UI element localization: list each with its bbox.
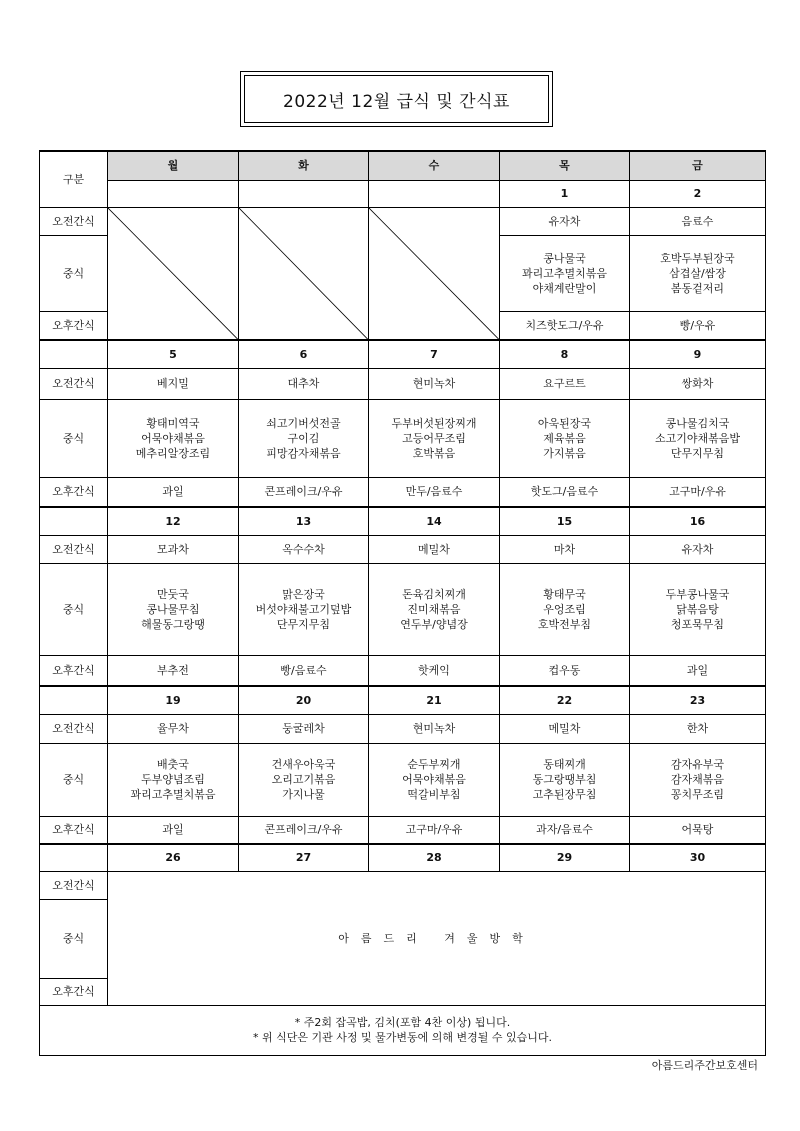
afternoon-snack: 과일 xyxy=(108,816,239,844)
day-header: 화 xyxy=(239,151,369,180)
date-cell: 26 xyxy=(108,844,239,871)
lunch-cell xyxy=(630,563,766,655)
date-cell xyxy=(369,180,500,207)
meal-dish: 아욱된장국 xyxy=(537,416,592,430)
afternoon-snack: 고구마/우유 xyxy=(369,816,500,844)
meal-dish: 호박전부침 xyxy=(537,617,592,631)
date-cell: 20 xyxy=(239,686,369,714)
meal-dish: 황태무국 xyxy=(543,587,586,601)
morning-snack: 쌍화차 xyxy=(630,368,766,399)
meal-dish: 고등어무조림 xyxy=(402,431,466,445)
meal-dish: 건새우아욱국 xyxy=(271,758,336,771)
date-cell xyxy=(239,180,369,207)
morning-snack: 옥수수차 xyxy=(239,535,369,563)
meal-dish: 두부버섯된장찌개 xyxy=(391,416,477,430)
row-label-lunch: 중식 xyxy=(40,743,108,816)
date-cell: 12 xyxy=(108,507,239,535)
diagonal-strike xyxy=(108,208,238,340)
meal-dish: 제육볶음 xyxy=(543,431,586,445)
page-title: 2022년 12월 급식 및 간식표 xyxy=(244,75,549,123)
meal-dish: 우엉조림 xyxy=(543,602,586,616)
meal-dish: 소고기야채볶음밥 xyxy=(654,431,740,445)
meal-dish: 삼겹살/쌈장 xyxy=(669,266,726,280)
meal-dish: 순두부찌개 xyxy=(407,758,461,771)
meal-dish: 만둣국 xyxy=(157,587,189,601)
row-label-afternoon: 오후간식 xyxy=(40,816,108,844)
date-cell: 5 xyxy=(108,340,239,368)
lunch-cell xyxy=(630,743,766,816)
meal-dish: 버섯야채불고기덮밥 xyxy=(255,602,352,616)
diagonal-strike xyxy=(369,208,499,340)
date-cell: 7 xyxy=(369,340,500,368)
row-label-afternoon: 오후간식 xyxy=(40,978,108,1005)
date-cell: 23 xyxy=(630,686,766,714)
afternoon-snack: 만두/음료수 xyxy=(369,477,500,507)
meal-dish: 야채계란말이 xyxy=(532,281,597,295)
meal-dish: 쇠고기버섯전골 xyxy=(266,416,341,430)
meal-dish: 콩나물김치국 xyxy=(665,416,730,430)
empty-day-cell xyxy=(369,207,500,340)
meal-dish: 황태미역국 xyxy=(146,416,200,430)
meal-dish: 동태찌개 xyxy=(543,758,586,771)
afternoon-snack: 치즈핫도그/우유 xyxy=(500,311,630,340)
date-cell: 6 xyxy=(239,340,369,368)
row-label-morning: 오전간식 xyxy=(40,368,108,399)
row-label-morning: 오전간식 xyxy=(40,871,108,899)
date-cell: 29 xyxy=(500,844,630,871)
lunch-cell xyxy=(369,399,500,477)
meal-dish: 감자유부국 xyxy=(670,758,725,771)
organization-name: 아름드리주간보호센터 xyxy=(651,1059,758,1072)
lunch-cell xyxy=(500,235,630,311)
date-cell: 2 xyxy=(630,180,766,207)
lunch-cell xyxy=(369,743,500,816)
date-cell: 16 xyxy=(630,507,766,535)
meal-dish: 가지나물 xyxy=(282,788,325,801)
morning-snack: 대추차 xyxy=(239,368,369,399)
morning-snack: 현미녹차 xyxy=(369,368,500,399)
afternoon-snack: 콘프레이크/우유 xyxy=(239,816,369,844)
notes xyxy=(40,1005,766,1055)
row-label-lunch: 중식 xyxy=(40,563,108,655)
lunch-cell xyxy=(369,563,500,655)
row-label-morning: 오전간식 xyxy=(40,535,108,563)
meal-dish: 떡갈비부침 xyxy=(407,788,461,801)
date-cell: 14 xyxy=(369,507,500,535)
meal-dish: 호박볶음 xyxy=(412,446,456,460)
day-header: 수 xyxy=(369,151,500,180)
afternoon-snack: 핫케익 xyxy=(369,655,500,686)
morning-snack: 메밀차 xyxy=(369,535,500,563)
meal-dish: 호박두부된장국 xyxy=(660,251,735,265)
meal-dish: 진미채볶음 xyxy=(407,602,461,616)
row-label-morning: 오전간식 xyxy=(40,714,108,743)
afternoon-snack: 어묵탕 xyxy=(630,816,766,844)
meal-dish: 두부양념조림 xyxy=(141,773,205,786)
meal-dish: 꽁치무조림 xyxy=(670,788,725,801)
row-label-lunch: 중식 xyxy=(40,399,108,477)
afternoon-snack: 과일 xyxy=(630,655,766,686)
day-header: 목 xyxy=(500,151,630,180)
meal-dish: 단무지무침 xyxy=(276,617,331,631)
afternoon-snack: 부추전 xyxy=(108,655,239,686)
title-box xyxy=(240,71,553,127)
meal-dish: 콩나물무침 xyxy=(146,602,200,616)
meal-dish: 두부콩나물국 xyxy=(665,587,730,601)
date-cell: 22 xyxy=(500,686,630,714)
date-cell: 19 xyxy=(108,686,239,714)
afternoon-snack: 컵우동 xyxy=(500,655,630,686)
date-cell: 30 xyxy=(630,844,766,871)
lunch-cell xyxy=(500,563,630,655)
date-cell xyxy=(108,180,239,207)
lunch-cell xyxy=(500,399,630,477)
day-header: 월 xyxy=(108,151,239,180)
vacation-notice: 아름드리 겨울방학 xyxy=(108,871,766,1005)
note-line: * 주2회 잡곡밥, 김치(포함 4찬 이상) 됩니다. xyxy=(294,1016,511,1029)
meal-dish: 꽈리고추멸치볶음 xyxy=(130,788,216,801)
afternoon-snack: 고구마/우유 xyxy=(630,477,766,507)
lunch-cell xyxy=(239,743,369,816)
meal-dish: 배춧국 xyxy=(157,758,189,771)
date-cell: 13 xyxy=(239,507,369,535)
morning-snack: 메밀차 xyxy=(500,714,630,743)
meal-dish: 고추된장무침 xyxy=(532,788,597,801)
date-cell: 27 xyxy=(239,844,369,871)
afternoon-snack: 빵/음료수 xyxy=(239,655,369,686)
lunch-cell xyxy=(239,399,369,477)
meal-dish: 구이김 xyxy=(287,431,320,445)
afternoon-snack: 과일 xyxy=(108,477,239,507)
date-cell: 28 xyxy=(369,844,500,871)
meal-dish: 오리고기볶음 xyxy=(271,773,336,786)
morning-snack: 유자차 xyxy=(630,535,766,563)
meal-dish: 돈육김치찌개 xyxy=(402,587,466,601)
meal-dish: 콩나물국 xyxy=(543,251,586,265)
lunch-cell xyxy=(108,399,239,477)
meal-dish: 피망감자채볶음 xyxy=(266,446,341,460)
meal-dish: 동그랑땡부침 xyxy=(532,773,597,786)
row-label-lunch: 중식 xyxy=(40,235,108,311)
morning-snack: 모과차 xyxy=(108,535,239,563)
date-cell: 15 xyxy=(500,507,630,535)
afternoon-snack: 빵/우유 xyxy=(630,311,766,340)
blank-cell xyxy=(40,844,108,871)
meal-dish: 해물동그랑땡 xyxy=(141,617,205,631)
blank-cell xyxy=(40,340,108,368)
row-label-morning: 오전간식 xyxy=(40,207,108,235)
morning-snack: 마차 xyxy=(500,535,630,563)
morning-snack: 베지밀 xyxy=(108,368,239,399)
lunch-cell xyxy=(500,743,630,816)
morning-snack: 현미녹차 xyxy=(369,714,500,743)
date-cell: 9 xyxy=(630,340,766,368)
blank-cell xyxy=(40,686,108,714)
empty-day-cell xyxy=(239,207,369,340)
row-label-afternoon: 오후간식 xyxy=(40,311,108,340)
empty-day-cell xyxy=(108,207,239,340)
note-line: * 위 식단은 기관 사정 및 물가변동에 의해 변경될 수 있습니다. xyxy=(253,1031,552,1044)
lunch-cell xyxy=(239,563,369,655)
date-cell: 8 xyxy=(500,340,630,368)
morning-snack: 율무차 xyxy=(108,714,239,743)
date-cell: 21 xyxy=(369,686,500,714)
meal-dish: 가지볶음 xyxy=(543,446,586,460)
meal-dish: 닭볶음탕 xyxy=(676,602,719,616)
row-label-afternoon: 오후간식 xyxy=(40,655,108,686)
lunch-cell xyxy=(108,743,239,816)
meal-dish: 어묵야채볶음 xyxy=(141,431,205,445)
meal-dish: 단무지무침 xyxy=(670,446,725,460)
meal-dish: 연두부/양념장 xyxy=(400,617,468,631)
afternoon-snack: 콘프레이크/우유 xyxy=(239,477,369,507)
meal-dish: 꽈리고추멸치볶음 xyxy=(521,266,607,280)
lunch-cell xyxy=(630,399,766,477)
morning-snack: 요구르트 xyxy=(500,368,630,399)
afternoon-snack: 핫도그/음료수 xyxy=(500,477,630,507)
row-label-afternoon: 오후간식 xyxy=(40,477,108,507)
morning-snack: 한차 xyxy=(630,714,766,743)
day-header: 금 xyxy=(630,151,766,180)
morning-snack: 둥굴레차 xyxy=(239,714,369,743)
meal-dish: 청포묵무침 xyxy=(670,617,725,631)
lunch-cell xyxy=(108,563,239,655)
morning-snack: 유자차 xyxy=(500,207,630,235)
meal-dish: 감자채볶음 xyxy=(670,773,725,786)
meal-dish: 메추리알장조림 xyxy=(135,446,211,460)
meal-dish: 봄동겉저리 xyxy=(670,281,725,295)
afternoon-snack: 과자/음료수 xyxy=(500,816,630,844)
row-label-lunch: 중식 xyxy=(40,899,108,978)
lunch-cell xyxy=(630,235,766,311)
date-cell: 1 xyxy=(500,180,630,207)
header-label: 구분 xyxy=(40,151,108,207)
morning-snack: 음료수 xyxy=(630,207,766,235)
diagonal-strike xyxy=(239,208,368,340)
meal-dish: 어묵야채볶음 xyxy=(402,773,466,786)
meal-schedule-table xyxy=(39,150,766,1056)
meal-dish: 맑은장국 xyxy=(282,587,325,601)
blank-cell xyxy=(40,507,108,535)
